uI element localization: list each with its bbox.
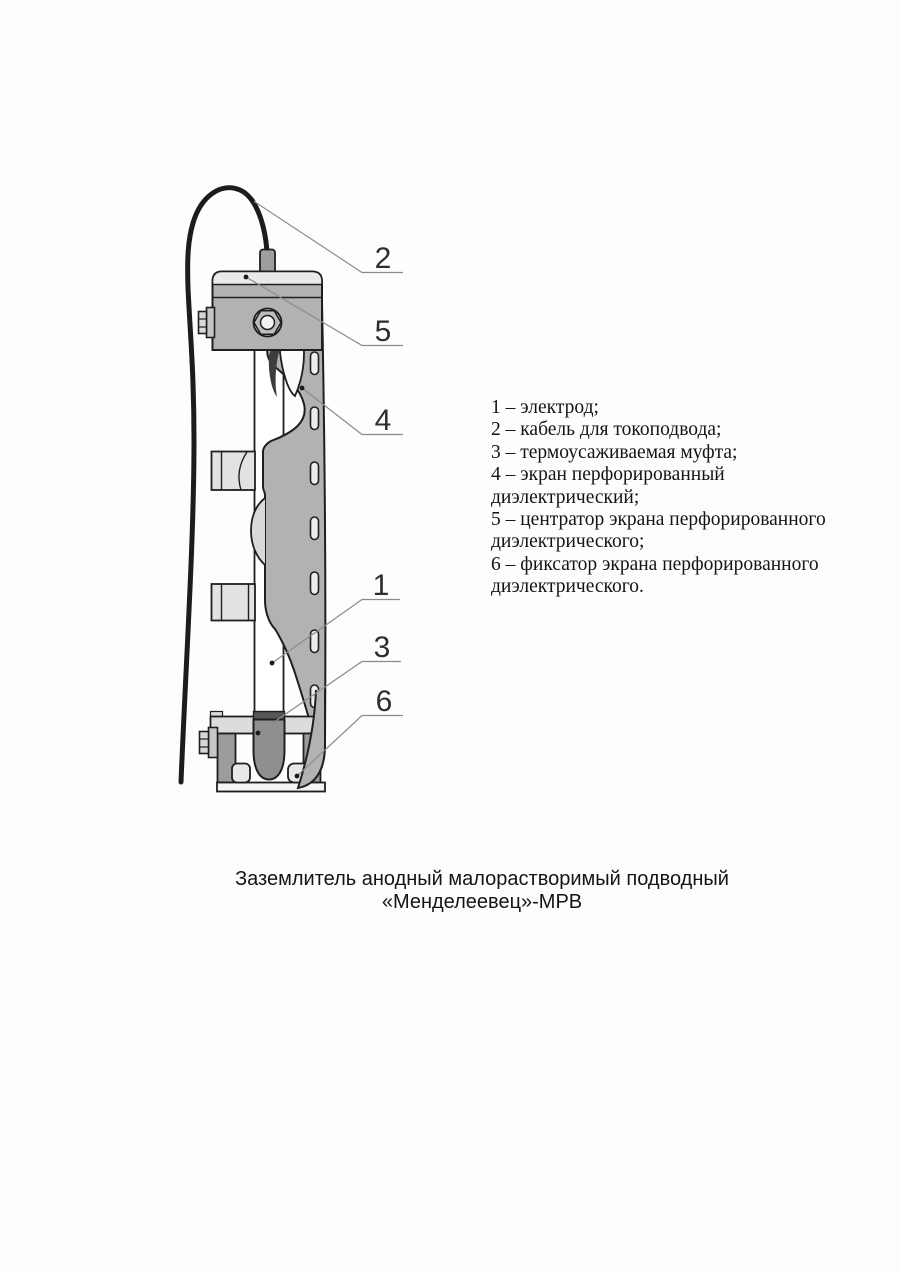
- centrator-ring-upper: [212, 452, 256, 491]
- legend-line: 2 – кабель для токоподвода;: [491, 419, 722, 441]
- leader-dot-4: [300, 386, 305, 391]
- screen-slot: [311, 517, 319, 540]
- leader-dot-3: [256, 731, 261, 736]
- hex-nut: [254, 309, 282, 337]
- screen-edge-bump: [251, 498, 265, 565]
- bottom-side-bolt: [200, 728, 218, 758]
- part-label-1: 1: [372, 569, 390, 602]
- leader-dot-2: [250, 198, 255, 203]
- heat-shrink-sleeve: [254, 712, 285, 780]
- legend-line: 1 – электрод;: [491, 397, 599, 418]
- leader-dot-6: [295, 774, 300, 779]
- part-numbers: [373, 242, 393, 718]
- part-label-6: 6: [375, 685, 393, 718]
- leader-dot-5: [244, 275, 249, 280]
- top-side-bolt: [199, 308, 215, 338]
- part-label-4: 4: [374, 404, 392, 437]
- cable-gland: [260, 250, 275, 274]
- legend-line: 4 – экран перфорированный: [491, 464, 725, 486]
- legend-line: диэлектрического.: [491, 576, 644, 598]
- caption-line-1: Заземлитель анодный малорастворимый подводный: [235, 868, 729, 890]
- figure-caption: [132, 868, 832, 914]
- legend-line: 5 – центратор экрана перфорированного: [491, 509, 826, 531]
- part-label-5: 5: [374, 315, 392, 348]
- screen-slot: [311, 572, 319, 595]
- legend-line: 3 – термоусаживаемая муфта;: [491, 441, 738, 463]
- leader-dot-1: [270, 661, 275, 666]
- screen-slot: [311, 462, 319, 485]
- caption-line-2: «Менделеевец»-МРВ: [381, 891, 583, 913]
- fixator-block-left: [232, 764, 250, 783]
- legend-line: 6 – фиксатор экрана перфорированного: [491, 553, 819, 575]
- screen-slot: [311, 407, 319, 430]
- screen-slot: [311, 352, 319, 375]
- part-label-3: 3: [373, 631, 391, 664]
- centrator-ring-lower: [212, 584, 256, 621]
- part-label-2: 2: [374, 242, 392, 275]
- parts-legend: [491, 397, 851, 599]
- legend-line: диэлектрического;: [491, 531, 645, 553]
- legend-line: диэлектрический;: [491, 486, 640, 508]
